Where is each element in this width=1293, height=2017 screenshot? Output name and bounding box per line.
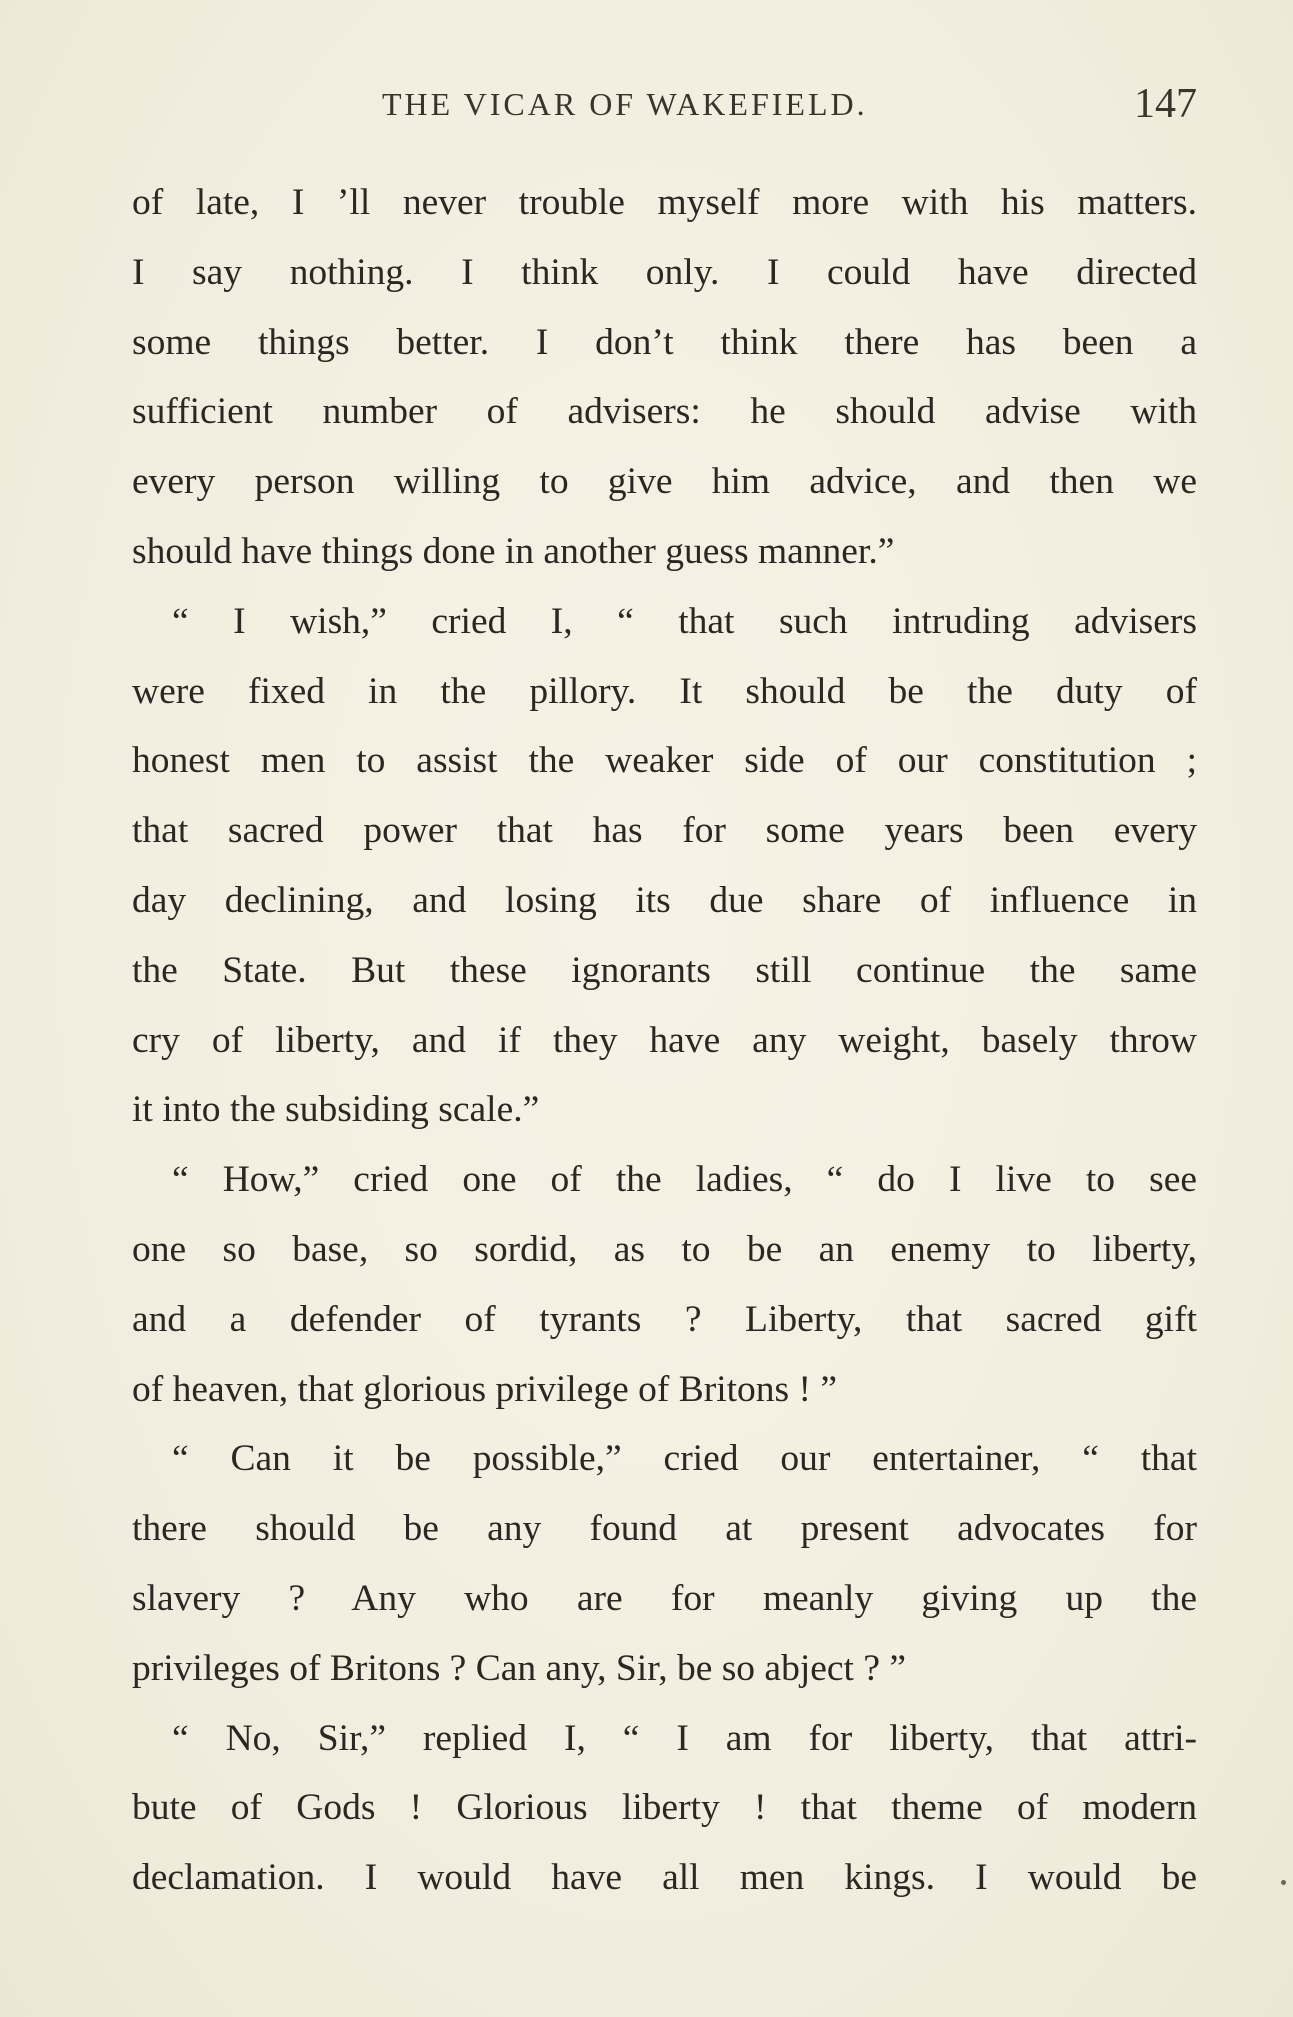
text-line: bute of Gods ! Glorious liberty ! that theme of modern bbox=[132, 1787, 1197, 1829]
text-line: that sacred power that has for some years been every bbox=[132, 810, 1197, 852]
text-line: declamation. I would have all men kings. I would be bbox=[132, 1857, 1197, 1899]
page-edge-speck bbox=[1281, 1880, 1286, 1885]
text-line: day declining, and losing its due share of influence in bbox=[132, 879, 1197, 921]
text-line: there should be any found at present advocates for bbox=[132, 1508, 1197, 1550]
body-text bbox=[132, 168, 1197, 1913]
text-line: some things better. I don’t think there has been a bbox=[132, 321, 1197, 363]
text-line: I say nothing. I think only. I could have directed bbox=[132, 251, 1197, 293]
text-line: it into the subsiding scale.” bbox=[132, 1089, 540, 1131]
text-line: of heaven, that glorious privilege of Britons ! ” bbox=[132, 1368, 838, 1410]
paragraph-first-line: “ I wish,” cried I, “ that such intruding advisers bbox=[172, 600, 1197, 642]
text-line: of late, I ’ll never trouble myself more with his matters. bbox=[132, 182, 1197, 223]
text-line: and a defender of tyrants ? Liberty, that sacred gift bbox=[132, 1298, 1197, 1340]
running-head-title: THE VICAR OF WAKEFIELD. bbox=[382, 86, 868, 122]
text-line: were fixed in the pillory. It should be the duty of bbox=[132, 670, 1197, 712]
text-line: one so base, so sordid, as to be an enemy to liberty, bbox=[132, 1228, 1197, 1270]
paragraph-first-line: “ Can it be possible,” cried our entertainer, “ that bbox=[172, 1438, 1197, 1480]
text-line: cry of liberty, and if they have any weight, basely throw bbox=[132, 1019, 1197, 1061]
text-line: every person willing to give him advice, and then we bbox=[132, 461, 1197, 503]
page-number: 147 bbox=[1134, 81, 1197, 127]
text-line: slavery ? Any who are for meanly giving up the bbox=[132, 1577, 1197, 1619]
paragraph-first-line: “ No, Sir,” replied I, “ I am for liberty, that attri- bbox=[172, 1717, 1197, 1759]
paragraph-first-line: “ How,” cried one of the ladies, “ do I live to see bbox=[172, 1159, 1197, 1201]
text-line: should have things done in another guess manner.” bbox=[132, 530, 895, 572]
text-line: the State. But these ignorants still continue the same bbox=[132, 949, 1197, 991]
text-line: honest men to assist the weaker side of our constitution ; bbox=[132, 740, 1197, 782]
text-line: privileges of Britons ? Can any, Sir, be so abject ? ” bbox=[132, 1647, 906, 1689]
running-head bbox=[132, 80, 1197, 130]
text-line: sufficient number of advisers: he should advise with bbox=[132, 391, 1197, 433]
